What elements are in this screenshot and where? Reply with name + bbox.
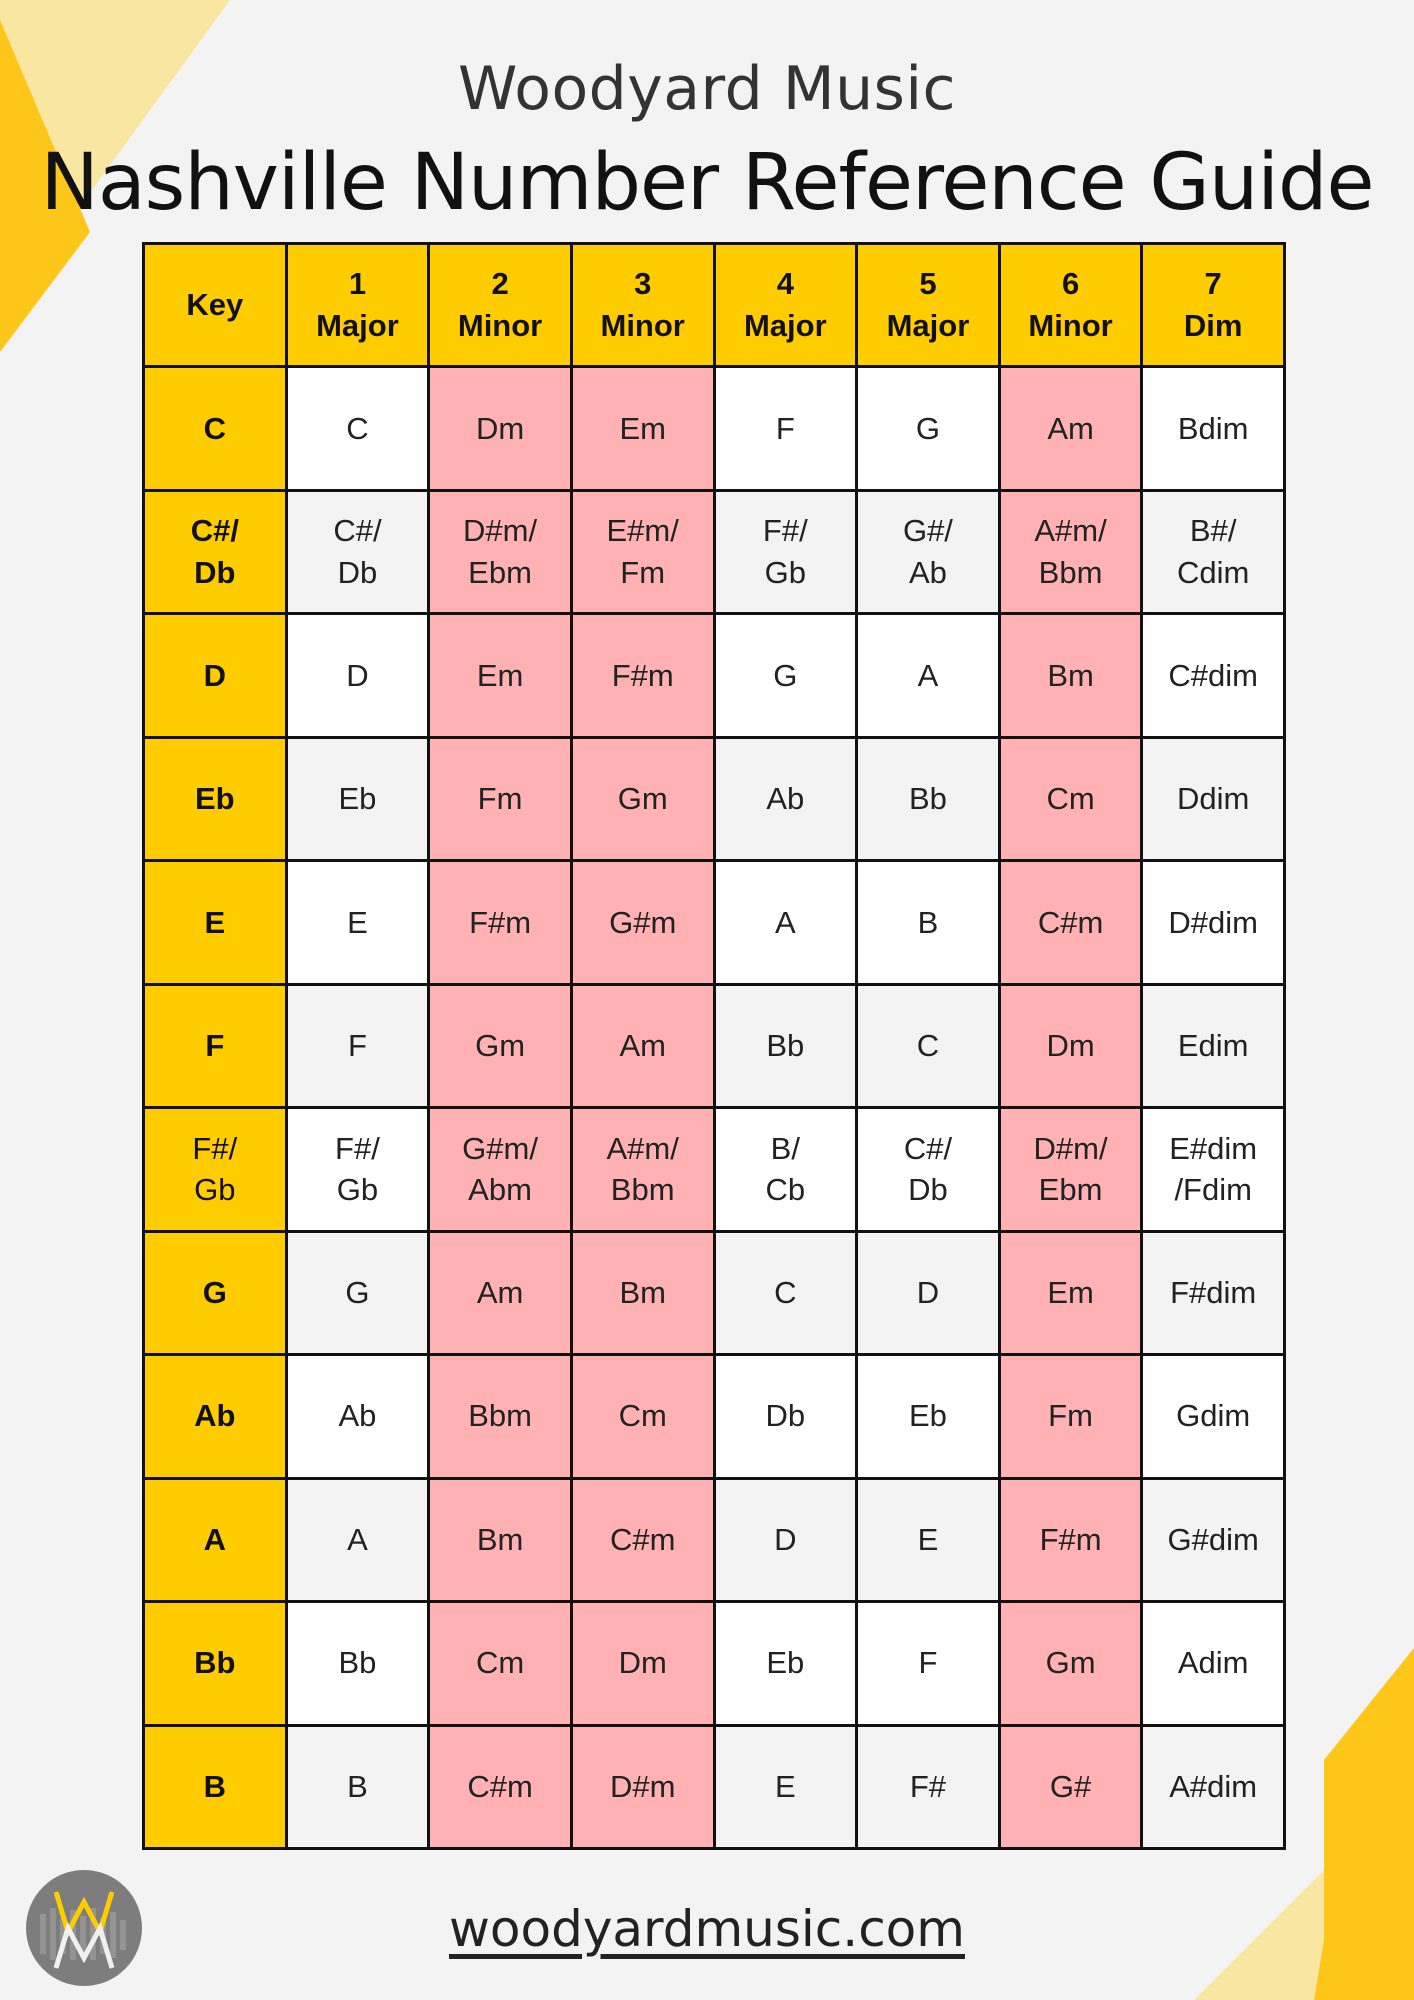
chord-cell: E xyxy=(716,1727,856,1847)
chord-cell: A xyxy=(288,1480,428,1600)
chord-cell: G xyxy=(288,1233,428,1353)
chord-cell: Ab xyxy=(716,739,856,859)
header-degree-4: 4 Major xyxy=(716,245,856,365)
key-cell: Ab xyxy=(145,1356,285,1476)
key-cell: B xyxy=(145,1727,285,1847)
key-cell: C xyxy=(145,368,285,488)
chord-cell: Bb xyxy=(288,1603,428,1723)
chord-cell: F#dim xyxy=(1143,1233,1283,1353)
chord-cell: C xyxy=(716,1233,856,1353)
header-degree-2: 2 Minor xyxy=(430,245,570,365)
chord-cell: Cm xyxy=(430,1603,570,1723)
nashville-number-table xyxy=(142,242,1286,1850)
chord-cell: Bdim xyxy=(1143,368,1283,488)
chord-cell: F xyxy=(858,1603,998,1723)
chord-cell: B xyxy=(288,1727,428,1847)
header-degree-5: 5 Major xyxy=(858,245,998,365)
chord-cell: A xyxy=(858,615,998,735)
chord-cell: Db xyxy=(716,1356,856,1476)
chord-cell: Dm xyxy=(1001,986,1141,1106)
key-cell: C#/ Db xyxy=(145,492,285,612)
header-key: Key xyxy=(145,245,285,365)
header-degree-6: 6 Minor xyxy=(1001,245,1141,365)
chord-cell: Bm xyxy=(1001,615,1141,735)
chord-cell: G# xyxy=(1001,1727,1141,1847)
chord-cell: A#m/ Bbm xyxy=(1001,492,1141,612)
brand-name: Woodyard Music xyxy=(457,54,957,124)
key-cell: G xyxy=(145,1233,285,1353)
chord-cell: D xyxy=(716,1480,856,1600)
key-cell: Eb xyxy=(145,739,285,859)
chord-cell: C#m xyxy=(1001,862,1141,982)
chord-cell: C#/ Db xyxy=(858,1109,998,1229)
chord-cell: Gdim xyxy=(1143,1356,1283,1476)
chord-cell: C#dim xyxy=(1143,615,1283,735)
chord-cell: G#m/ Abm xyxy=(430,1109,570,1229)
chord-cell: Cm xyxy=(1001,739,1141,859)
chord-cell: E xyxy=(858,1480,998,1600)
chord-cell: D#m/ Ebm xyxy=(1001,1109,1141,1229)
chord-cell: D#dim xyxy=(1143,862,1283,982)
chord-cell: F#m xyxy=(430,862,570,982)
chord-cell: Bm xyxy=(430,1480,570,1600)
chord-cell: Gm xyxy=(430,986,570,1106)
chord-cell: Bm xyxy=(573,1233,713,1353)
chord-cell: C xyxy=(858,986,998,1106)
chord-cell: D xyxy=(858,1233,998,1353)
chord-cell: Dm xyxy=(430,368,570,488)
page-title: Nashville Number Reference Guide xyxy=(40,138,1374,228)
chord-cell: Ab xyxy=(288,1356,428,1476)
chord-cell: Fm xyxy=(1001,1356,1141,1476)
chord-cell: A xyxy=(716,862,856,982)
chord-cell: F# xyxy=(858,1727,998,1847)
chord-cell: Eb xyxy=(288,739,428,859)
chord-cell: Gm xyxy=(1001,1603,1141,1723)
chord-cell: C#m xyxy=(573,1480,713,1600)
chord-cell: F#m xyxy=(573,615,713,735)
chord-cell: Em xyxy=(430,615,570,735)
chord-cell: Eb xyxy=(858,1356,998,1476)
chord-cell: F xyxy=(716,368,856,488)
chord-cell: Adim xyxy=(1143,1603,1283,1723)
chord-cell: C xyxy=(288,368,428,488)
key-cell: F#/ Gb xyxy=(145,1109,285,1229)
chord-cell: B#/ Cdim xyxy=(1143,492,1283,612)
chord-cell: Cm xyxy=(573,1356,713,1476)
chord-cell: C#/ Db xyxy=(288,492,428,612)
header-degree-3: 3 Minor xyxy=(573,245,713,365)
chord-cell: E xyxy=(288,862,428,982)
chord-cell: B xyxy=(858,862,998,982)
key-cell: D xyxy=(145,615,285,735)
chord-cell: Em xyxy=(1001,1233,1141,1353)
chord-cell: Dm xyxy=(573,1603,713,1723)
chord-cell: F#/ Gb xyxy=(288,1109,428,1229)
key-cell: E xyxy=(145,862,285,982)
chord-cell: Em xyxy=(573,368,713,488)
chord-cell: Bb xyxy=(716,986,856,1106)
chord-cell: F xyxy=(288,986,428,1106)
chord-cell: E#dim /Fdim xyxy=(1143,1109,1283,1229)
chord-cell: B/ Cb xyxy=(716,1109,856,1229)
chord-cell: G#/ Ab xyxy=(858,492,998,612)
chord-cell: Bbm xyxy=(430,1356,570,1476)
key-cell: F xyxy=(145,986,285,1106)
chord-cell: Gm xyxy=(573,739,713,859)
chord-cell: D#m/ Ebm xyxy=(430,492,570,612)
chord-cell: F#/ Gb xyxy=(716,492,856,612)
chord-cell: F#m xyxy=(1001,1480,1141,1600)
chord-cell: Am xyxy=(573,986,713,1106)
key-cell: A xyxy=(145,1480,285,1600)
chord-cell: C#m xyxy=(430,1727,570,1847)
chord-cell: Am xyxy=(430,1233,570,1353)
chord-cell: D xyxy=(288,615,428,735)
key-cell: Bb xyxy=(145,1603,285,1723)
chord-cell: A#m/ Bbm xyxy=(573,1109,713,1229)
chord-cell: Fm xyxy=(430,739,570,859)
chord-cell: Bb xyxy=(858,739,998,859)
chord-cell: G#dim xyxy=(1143,1480,1283,1600)
chord-cell: E#m/ Fm xyxy=(573,492,713,612)
chord-cell: Ddim xyxy=(1143,739,1283,859)
chord-cell: Edim xyxy=(1143,986,1283,1106)
chord-cell: G xyxy=(716,615,856,735)
chord-cell: A#dim xyxy=(1143,1727,1283,1847)
chord-cell: Am xyxy=(1001,368,1141,488)
chord-cell: G xyxy=(858,368,998,488)
header-degree-1: 1 Major xyxy=(288,245,428,365)
website-link[interactable]: woodyardmusic.com xyxy=(449,1900,965,1958)
chord-cell: G#m xyxy=(573,862,713,982)
chord-cell: Eb xyxy=(716,1603,856,1723)
header-degree-7: 7 Dim xyxy=(1143,245,1283,365)
chord-cell: D#m xyxy=(573,1727,713,1847)
